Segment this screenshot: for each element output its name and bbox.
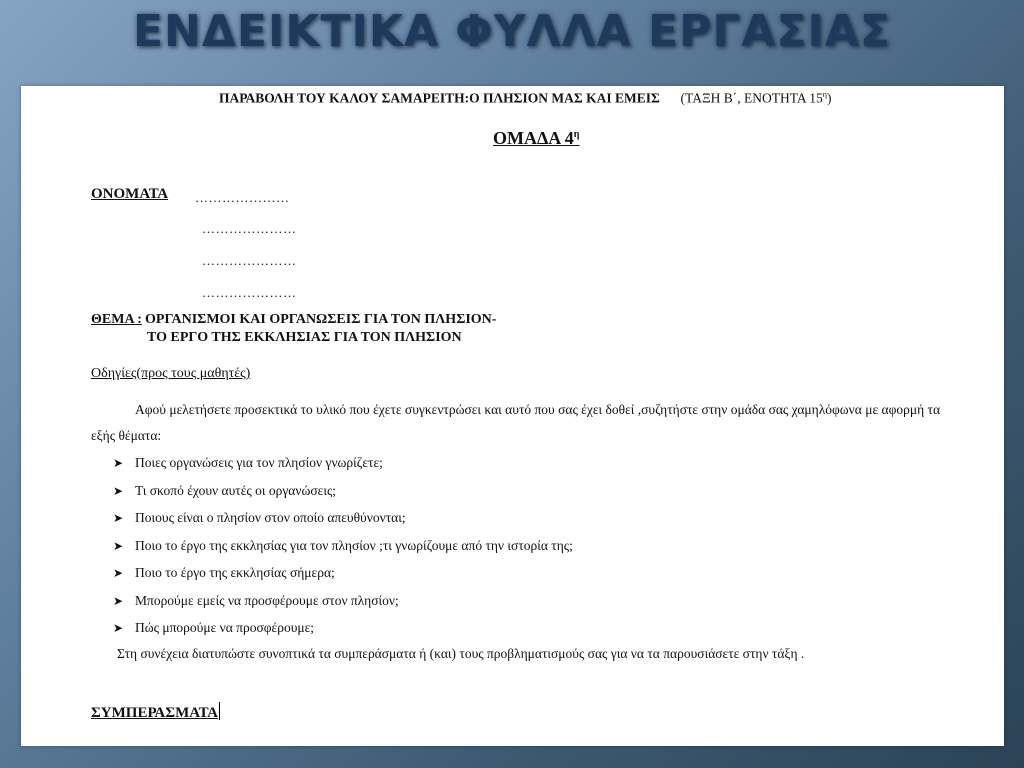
question-text: Ποιους είναι ο πλησίον στον οποίο απευθύνονται; [135,510,406,525]
question-text: Μπορούμε εμείς να προσφέρουμε στον πλησίον; [135,592,399,608]
question-text: Ποιο το έργο της εκκλησίας για τον πλησίον ;τι γνωρίζουμε από την ιστορία της; [135,537,573,553]
document-header [219,90,831,107]
text-cursor [219,702,221,720]
question-text: Ποιο το έργο της εκκλησίας σήμερα; [135,565,335,580]
theme-line-2: ΤΟ ΕΡΓΟ ΤΗΣ ΕΚΚΛΗΣΙΑΣ ΓΙΑ ΤΟΝ ΠΛΗΣΙΟΝ [147,330,462,345]
question-item [113,537,573,565]
arrow-bullet-icon: ➤ [113,593,124,608]
question-item [113,482,573,510]
name-line-3: ………………… [202,253,297,268]
group-title-sup: η [573,129,580,140]
header-close: ) [826,90,832,106]
question-text: Τι σκοπό έχουν αυτές οι οργανώσεις; [135,482,337,498]
instructions-label: Οδηγίες(προς τους μαθητές) [91,366,251,381]
arrow-bullet-icon: ➤ [113,456,124,470]
question-item [113,592,573,620]
names-label: ΟΝΟΜΑΤΑ [91,186,169,202]
conclusions-text: ΣΥΜΠΕΡΑΣΜΑΤΑ [91,705,218,721]
name-line-2: ………………… [202,221,297,236]
header-title: ΠΑΡΑΒΟΛΗ ΤΟΥ ΚΑΛΟΥ ΣΑΜΑΡΕΙΤΗ:Ο ΠΛΗΣΙΟΝ ΜΑΣ ΚΑΙ ΕΜΕΙΣ [219,90,660,106]
question-item [113,509,573,537]
group-title-text: ΟΜΑΔΑ 4 [493,128,574,148]
question-list [113,454,573,647]
worksheet-document [21,86,1004,746]
arrow-bullet-icon: ➤ [113,511,124,525]
group-title [493,128,579,149]
question-text: Ποιες οργανώσεις για τον πλησίον γνωρίζετε; [135,455,383,470]
arrow-bullet-icon: ➤ [113,566,124,580]
conclusions-label [91,702,220,722]
header-sup: η [822,90,827,99]
question-item [113,619,573,647]
arrow-bullet-icon: ➤ [113,621,124,635]
theme-line-1: ΟΡΓΑΝΙΣΜΟΙ ΚΑΙ ΟΡΓΑΝΩΣΕΙΣ ΓΙΑ ΤΟΝ ΠΛΗΣΙΟΝ- [145,312,497,327]
header-class: (ΤΑΞΗ Β΄, ΕΝΟΤΗΤΑ 15 [680,90,823,106]
closing-instruction: Στη συνέχεια διατυπώστε συνοπτικά τα συμπεράσματα ή (και) τους προβληματισμούς σας για να τα παρουσιάσετε στην τάξη . [117,646,805,661]
arrow-bullet-icon: ➤ [113,538,124,553]
slide-title: ΕΝΔΕΙΚΤΙΚΑ ΦΥΛΛΑ ΕΡΓΑΣΙΑΣ [133,6,891,57]
name-line-4: ………………… [202,285,297,300]
paragraph-line-2: εξής θέματα: [91,428,162,443]
name-line-1: ………………… [195,190,290,205]
paragraph-line-1: Αφού μελετήσετε προσεκτικά το υλικό που έχετε συγκεντρώσει και αυτό που σας έχει δοθεί ,συζητήστε στην ομάδα σας χαμηλόφωνα με αφορμή τα [135,402,941,417]
question-item [113,564,573,592]
question-text: Πώς μπορούμε να προσφέρουμε; [135,620,315,635]
question-item [113,454,573,482]
theme-label: ΘΕΜΑ : [91,312,142,327]
arrow-bullet-icon: ➤ [113,483,124,498]
